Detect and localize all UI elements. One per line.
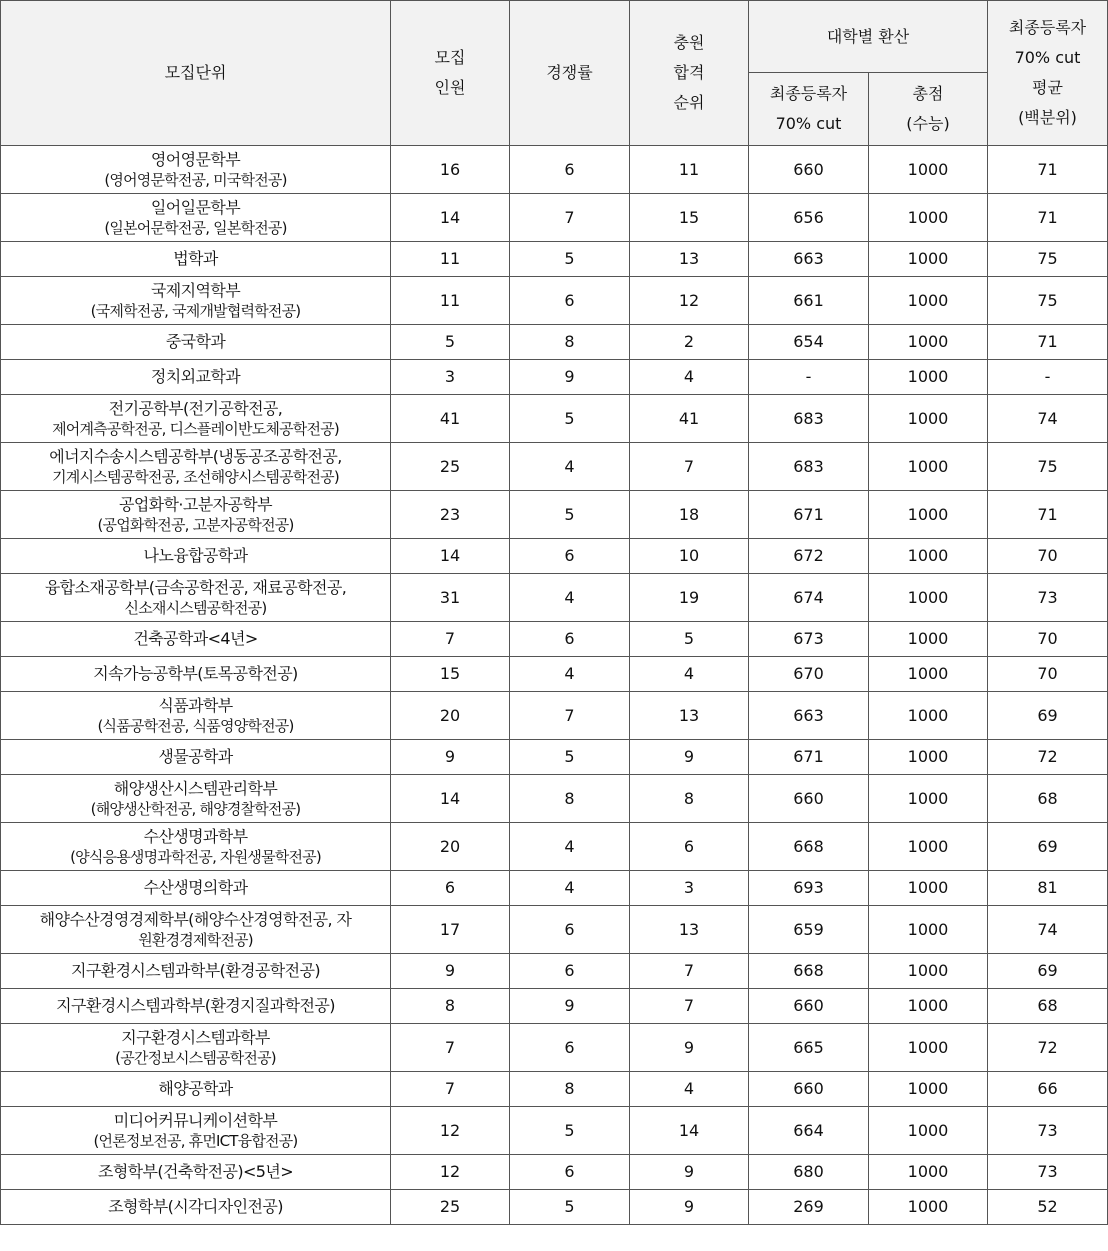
cell-quota: 6 bbox=[391, 871, 510, 906]
cell-rank: 9 bbox=[630, 1190, 749, 1225]
cell-quota: 14 bbox=[391, 539, 510, 574]
cell-avg: 70 bbox=[988, 622, 1108, 657]
cell-cut: 693 bbox=[749, 871, 869, 906]
table-row bbox=[1, 242, 1108, 277]
cell-unit bbox=[1, 906, 391, 954]
cell-avg: 73 bbox=[988, 1107, 1108, 1155]
cell-rank: 5 bbox=[630, 622, 749, 657]
table-row bbox=[1, 539, 1108, 574]
unit-name: 일어일문학부 bbox=[150, 197, 241, 217]
cell-quota: 12 bbox=[391, 1155, 510, 1190]
table-row bbox=[1, 360, 1108, 395]
cell-total: 1000 bbox=[869, 1155, 988, 1190]
cell-cut: 660 bbox=[749, 146, 869, 194]
cell-total: 1000 bbox=[869, 360, 988, 395]
cell-unit bbox=[1, 740, 391, 775]
unit-name: 융합소재공학부(금속공학전공, 재료공학전공, bbox=[44, 577, 347, 597]
unit-subtitle: (영어영문학전공, 미국학전공) bbox=[104, 170, 287, 189]
cell-quota: 17 bbox=[391, 906, 510, 954]
cell-cut: 674 bbox=[749, 574, 869, 622]
unit-subtitle: 원환경경제학전공) bbox=[138, 930, 253, 949]
cell-avg: 71 bbox=[988, 325, 1108, 360]
cell-total: 1000 bbox=[869, 871, 988, 906]
cell-competition: 5 bbox=[510, 740, 630, 775]
cell-rank: 13 bbox=[630, 906, 749, 954]
header-competition: 경쟁률 bbox=[510, 1, 630, 146]
unit-subtitle: 신소재시스템공학전공) bbox=[124, 598, 267, 617]
cell-quota: 15 bbox=[391, 657, 510, 692]
cell-competition: 6 bbox=[510, 1024, 630, 1072]
cell-unit bbox=[1, 954, 391, 989]
unit-name: 조형학부(건축학전공)<5년> bbox=[97, 1162, 294, 1181]
cell-rank: 14 bbox=[630, 1107, 749, 1155]
cell-competition: 6 bbox=[510, 906, 630, 954]
cell-total: 1000 bbox=[869, 574, 988, 622]
unit-name: 생물공학과 bbox=[158, 747, 233, 766]
cell-cut: 665 bbox=[749, 1024, 869, 1072]
cell-avg: 69 bbox=[988, 823, 1108, 871]
cell-cut: 668 bbox=[749, 823, 869, 871]
cell-competition: 8 bbox=[510, 325, 630, 360]
cell-competition: 8 bbox=[510, 775, 630, 823]
cell-rank: 11 bbox=[630, 146, 749, 194]
cell-avg: 70 bbox=[988, 539, 1108, 574]
cell-competition: 5 bbox=[510, 1107, 630, 1155]
unit-name: 공업화학·고분자공학부 bbox=[118, 494, 273, 514]
cell-cut: 656 bbox=[749, 194, 869, 242]
cell-rank: 18 bbox=[630, 491, 749, 539]
cell-quota: 7 bbox=[391, 1072, 510, 1107]
cell-cut: 683 bbox=[749, 443, 869, 491]
cell-rank: 8 bbox=[630, 775, 749, 823]
cell-avg: 75 bbox=[988, 443, 1108, 491]
unit-name: 미디어커뮤니케이션학부 bbox=[113, 1110, 278, 1130]
cell-cut: 663 bbox=[749, 692, 869, 740]
cell-competition: 8 bbox=[510, 1072, 630, 1107]
table-row bbox=[1, 146, 1108, 194]
unit-subtitle: (언론정보전공, 휴먼ICT융합전공) bbox=[93, 1131, 298, 1150]
cell-quota: 7 bbox=[391, 622, 510, 657]
cell-unit bbox=[1, 194, 391, 242]
cell-total: 1000 bbox=[869, 775, 988, 823]
unit-name: 수산생명과학부 bbox=[143, 826, 248, 846]
cell-cut: 683 bbox=[749, 395, 869, 443]
cell-rank: 9 bbox=[630, 1155, 749, 1190]
table-row bbox=[1, 906, 1108, 954]
cell-unit bbox=[1, 443, 391, 491]
unit-name: 중국학과 bbox=[165, 332, 226, 351]
unit-subtitle: 제어계측공학전공, 디스플레이반도체공학전공) bbox=[52, 419, 339, 438]
cell-unit bbox=[1, 395, 391, 443]
cell-avg: 68 bbox=[988, 775, 1108, 823]
cell-total: 1000 bbox=[869, 395, 988, 443]
unit-name: 지구환경시스템과학부 bbox=[121, 1027, 270, 1047]
cell-cut: 668 bbox=[749, 954, 869, 989]
cell-unit bbox=[1, 1107, 391, 1155]
cell-total: 1000 bbox=[869, 692, 988, 740]
cell-rank: 7 bbox=[630, 954, 749, 989]
table-row bbox=[1, 1107, 1108, 1155]
cell-total: 1000 bbox=[869, 242, 988, 277]
unit-subtitle: (국제학전공, 국제개발협력학전공) bbox=[90, 301, 301, 320]
cell-total: 1000 bbox=[869, 740, 988, 775]
cell-avg: 75 bbox=[988, 242, 1108, 277]
cell-rank: 9 bbox=[630, 740, 749, 775]
cell-competition: 4 bbox=[510, 657, 630, 692]
cell-quota: 31 bbox=[391, 574, 510, 622]
cell-competition: 9 bbox=[510, 989, 630, 1024]
cell-total: 1000 bbox=[869, 954, 988, 989]
unit-subtitle: (식품공학전공, 식품영양학전공) bbox=[97, 716, 294, 735]
cell-rank: 4 bbox=[630, 360, 749, 395]
cell-total: 1000 bbox=[869, 1072, 988, 1107]
unit-name: 해양수산경영경제학부(해양수산경영학전공, 자 bbox=[39, 909, 352, 929]
table-row bbox=[1, 325, 1108, 360]
cell-unit bbox=[1, 277, 391, 325]
cell-rank: 9 bbox=[630, 1024, 749, 1072]
cell-avg: 70 bbox=[988, 657, 1108, 692]
table-row bbox=[1, 443, 1108, 491]
cell-competition: 6 bbox=[510, 622, 630, 657]
cell-total: 1000 bbox=[869, 491, 988, 539]
unit-subtitle: (양식응용생명과학전공, 자원생물학전공) bbox=[70, 847, 321, 866]
cell-unit bbox=[1, 657, 391, 692]
cell-unit bbox=[1, 146, 391, 194]
cell-unit bbox=[1, 325, 391, 360]
cell-total: 1000 bbox=[869, 277, 988, 325]
cell-unit bbox=[1, 775, 391, 823]
cell-rank: 6 bbox=[630, 823, 749, 871]
cell-cut: 654 bbox=[749, 325, 869, 360]
cell-total: 1000 bbox=[869, 989, 988, 1024]
cell-unit bbox=[1, 1190, 391, 1225]
cell-rank: 12 bbox=[630, 277, 749, 325]
cell-unit bbox=[1, 622, 391, 657]
cell-unit bbox=[1, 871, 391, 906]
header-avg-percentile: 최종등록자 70% cut 평균 (백분위) bbox=[988, 1, 1108, 146]
cell-quota: 20 bbox=[391, 692, 510, 740]
cell-cut: 659 bbox=[749, 906, 869, 954]
table-row bbox=[1, 491, 1108, 539]
unit-name: 건축공학과<4년> bbox=[133, 629, 258, 648]
cell-quota: 3 bbox=[391, 360, 510, 395]
cell-competition: 7 bbox=[510, 692, 630, 740]
cell-quota: 25 bbox=[391, 443, 510, 491]
table-row bbox=[1, 277, 1108, 325]
cell-quota: 9 bbox=[391, 740, 510, 775]
cell-rank: 4 bbox=[630, 1072, 749, 1107]
cell-cut: 664 bbox=[749, 1107, 869, 1155]
unit-name: 해양공학과 bbox=[158, 1079, 233, 1098]
cell-total: 1000 bbox=[869, 325, 988, 360]
cell-total: 1000 bbox=[869, 1190, 988, 1225]
cell-total: 1000 bbox=[869, 443, 988, 491]
cell-unit bbox=[1, 1155, 391, 1190]
unit-name: 해양생산시스템관리학부 bbox=[113, 778, 278, 798]
header-cut: 최종등록자 70% cut bbox=[749, 73, 869, 146]
unit-name: 나노융합공학과 bbox=[143, 546, 248, 565]
cell-avg: 71 bbox=[988, 146, 1108, 194]
cell-rank: 7 bbox=[630, 443, 749, 491]
cell-avg: 73 bbox=[988, 574, 1108, 622]
cell-rank: 41 bbox=[630, 395, 749, 443]
unit-name: 지구환경시스템과학부(환경지질과학전공) bbox=[56, 996, 335, 1015]
unit-name: 지구환경시스템과학부(환경공학전공) bbox=[71, 961, 320, 980]
cell-total: 1000 bbox=[869, 539, 988, 574]
cell-avg: 74 bbox=[988, 395, 1108, 443]
cell-unit bbox=[1, 574, 391, 622]
cell-cut: 660 bbox=[749, 775, 869, 823]
cell-competition: 7 bbox=[510, 194, 630, 242]
cell-total: 1000 bbox=[869, 823, 988, 871]
cell-competition: 4 bbox=[510, 871, 630, 906]
cell-cut: - bbox=[749, 360, 869, 395]
header-unit: 모집단위 bbox=[1, 1, 391, 146]
cell-quota: 12 bbox=[391, 1107, 510, 1155]
cell-cut: 671 bbox=[749, 740, 869, 775]
cell-rank: 13 bbox=[630, 692, 749, 740]
table-body bbox=[1, 146, 1108, 1225]
unit-name: 영어영문학부 bbox=[150, 149, 241, 169]
cell-unit bbox=[1, 1024, 391, 1072]
table-row bbox=[1, 740, 1108, 775]
cell-competition: 5 bbox=[510, 395, 630, 443]
cell-total: 1000 bbox=[869, 906, 988, 954]
cell-quota: 20 bbox=[391, 823, 510, 871]
table-row bbox=[1, 657, 1108, 692]
unit-name: 에너지수송시스템공학부(냉동공조공학전공, bbox=[49, 446, 342, 466]
cell-quota: 14 bbox=[391, 194, 510, 242]
cell-unit bbox=[1, 1072, 391, 1107]
cell-avg: 68 bbox=[988, 989, 1108, 1024]
cell-quota: 8 bbox=[391, 989, 510, 1024]
cell-avg: - bbox=[988, 360, 1108, 395]
table-row bbox=[1, 1024, 1108, 1072]
header-rank: 충원 합격 순위 bbox=[630, 1, 749, 146]
table-row bbox=[1, 395, 1108, 443]
table-row bbox=[1, 1155, 1108, 1190]
table-header bbox=[1, 1, 1108, 146]
header-total: 총점 (수능) bbox=[869, 73, 988, 146]
table-row bbox=[1, 823, 1108, 871]
unit-name: 식품과학부 bbox=[158, 695, 233, 715]
cell-avg: 52 bbox=[988, 1190, 1108, 1225]
cell-avg: 71 bbox=[988, 194, 1108, 242]
cell-avg: 81 bbox=[988, 871, 1108, 906]
cell-avg: 75 bbox=[988, 277, 1108, 325]
cell-competition: 6 bbox=[510, 539, 630, 574]
cell-quota: 9 bbox=[391, 954, 510, 989]
cell-competition: 6 bbox=[510, 146, 630, 194]
table-row bbox=[1, 989, 1108, 1024]
cell-rank: 13 bbox=[630, 242, 749, 277]
unit-subtitle: (공업화학전공, 고분자공학전공) bbox=[97, 515, 294, 534]
cell-cut: 269 bbox=[749, 1190, 869, 1225]
unit-name: 수산생명의학과 bbox=[143, 878, 248, 897]
cell-total: 1000 bbox=[869, 622, 988, 657]
cell-total: 1000 bbox=[869, 1107, 988, 1155]
table-row bbox=[1, 954, 1108, 989]
cell-rank: 19 bbox=[630, 574, 749, 622]
cell-avg: 72 bbox=[988, 1024, 1108, 1072]
table-row bbox=[1, 622, 1108, 657]
cell-competition: 6 bbox=[510, 277, 630, 325]
cell-rank: 15 bbox=[630, 194, 749, 242]
unit-subtitle: (공간정보시스템공학전공) bbox=[115, 1048, 276, 1067]
cell-competition: 6 bbox=[510, 1155, 630, 1190]
table-row bbox=[1, 574, 1108, 622]
cell-avg: 74 bbox=[988, 906, 1108, 954]
cell-quota: 5 bbox=[391, 325, 510, 360]
cell-quota: 7 bbox=[391, 1024, 510, 1072]
cell-competition: 9 bbox=[510, 360, 630, 395]
cell-avg: 73 bbox=[988, 1155, 1108, 1190]
cell-quota: 23 bbox=[391, 491, 510, 539]
cell-competition: 5 bbox=[510, 1190, 630, 1225]
unit-subtitle: (해양생산학전공, 해양경찰학전공) bbox=[90, 799, 301, 818]
cell-total: 1000 bbox=[869, 1024, 988, 1072]
cell-unit bbox=[1, 491, 391, 539]
cell-competition: 5 bbox=[510, 491, 630, 539]
cell-quota: 11 bbox=[391, 242, 510, 277]
unit-name: 전기공학부(전기공학전공, bbox=[108, 398, 283, 418]
unit-name: 정치외교학과 bbox=[150, 367, 241, 386]
cell-unit bbox=[1, 989, 391, 1024]
cell-quota: 41 bbox=[391, 395, 510, 443]
table-row bbox=[1, 692, 1108, 740]
table-row bbox=[1, 871, 1108, 906]
cell-competition: 4 bbox=[510, 823, 630, 871]
cell-cut: 670 bbox=[749, 657, 869, 692]
cell-total: 1000 bbox=[869, 146, 988, 194]
cell-cut: 663 bbox=[749, 242, 869, 277]
cell-competition: 4 bbox=[510, 574, 630, 622]
unit-name: 법학과 bbox=[173, 249, 218, 268]
cell-rank: 4 bbox=[630, 657, 749, 692]
cell-competition: 4 bbox=[510, 443, 630, 491]
cell-quota: 16 bbox=[391, 146, 510, 194]
unit-subtitle: 기계시스템공학전공, 조선해양시스템공학전공) bbox=[52, 467, 339, 486]
cell-unit bbox=[1, 242, 391, 277]
table-row bbox=[1, 1190, 1108, 1225]
unit-name: 조형학부(시각디자인전공) bbox=[108, 1197, 283, 1216]
cell-cut: 672 bbox=[749, 539, 869, 574]
cell-cut: 671 bbox=[749, 491, 869, 539]
cell-rank: 2 bbox=[630, 325, 749, 360]
cell-rank: 7 bbox=[630, 989, 749, 1024]
cell-cut: 661 bbox=[749, 277, 869, 325]
cell-avg: 69 bbox=[988, 692, 1108, 740]
cell-competition: 6 bbox=[510, 954, 630, 989]
cell-avg: 71 bbox=[988, 491, 1108, 539]
cell-unit bbox=[1, 360, 391, 395]
cell-quota: 14 bbox=[391, 775, 510, 823]
header-quota: 모집 인원 bbox=[391, 1, 510, 146]
cell-cut: 673 bbox=[749, 622, 869, 657]
cell-quota: 25 bbox=[391, 1190, 510, 1225]
cell-quota: 11 bbox=[391, 277, 510, 325]
unit-name: 지속가능공학부(토목공학전공) bbox=[93, 664, 298, 683]
cell-rank: 3 bbox=[630, 871, 749, 906]
cell-total: 1000 bbox=[869, 194, 988, 242]
table-row bbox=[1, 775, 1108, 823]
table-row bbox=[1, 1072, 1108, 1107]
cell-unit bbox=[1, 823, 391, 871]
cell-cut: 680 bbox=[749, 1155, 869, 1190]
cell-unit bbox=[1, 539, 391, 574]
unit-subtitle: (일본어문학전공, 일본학전공) bbox=[104, 218, 287, 237]
cell-competition: 5 bbox=[510, 242, 630, 277]
cell-avg: 72 bbox=[988, 740, 1108, 775]
table-row bbox=[1, 194, 1108, 242]
cell-avg: 69 bbox=[988, 954, 1108, 989]
cell-rank: 10 bbox=[630, 539, 749, 574]
cell-unit bbox=[1, 692, 391, 740]
unit-name: 국제지역학부 bbox=[150, 280, 241, 300]
cell-total: 1000 bbox=[869, 657, 988, 692]
header-univ-conversion: 대학별 환산 bbox=[749, 1, 988, 73]
cell-avg: 66 bbox=[988, 1072, 1108, 1107]
cell-cut: 660 bbox=[749, 1072, 869, 1107]
cell-cut: 660 bbox=[749, 989, 869, 1024]
